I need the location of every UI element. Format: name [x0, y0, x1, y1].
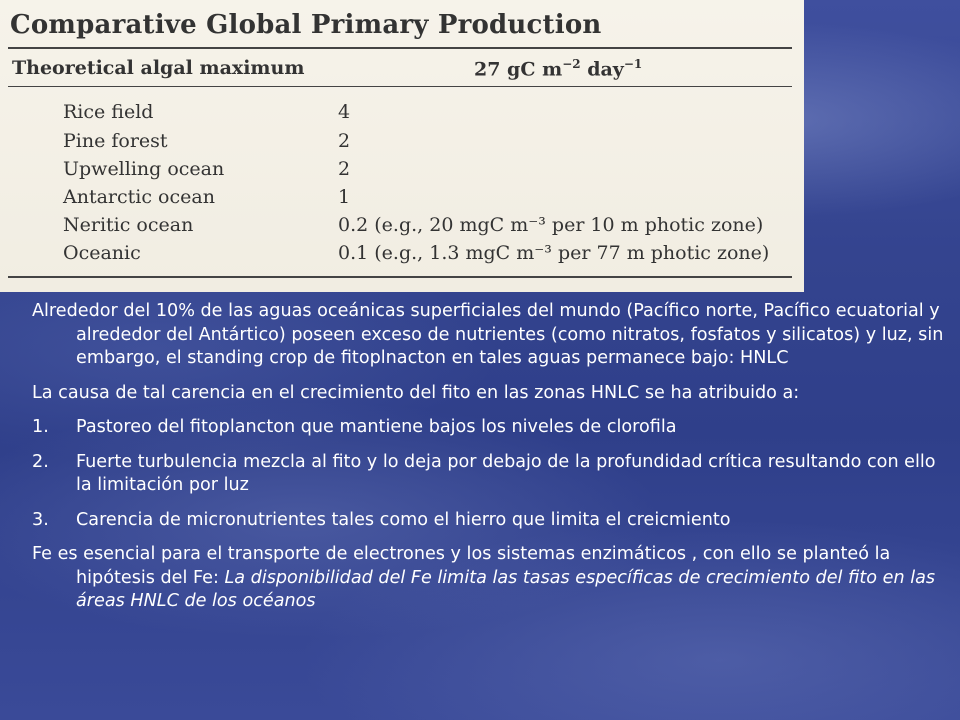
row-value: 0.2 (e.g., 20 mgC m⁻³ per 10 m photic zone): [338, 214, 764, 236]
table-title: Comparative Global Primary Production: [10, 10, 602, 40]
list-number: 2.: [32, 451, 49, 472]
list-item: [32, 509, 944, 533]
list-number: 1.: [32, 417, 49, 437]
header-value-unit: day: [580, 58, 624, 81]
table-row: [0, 130, 800, 154]
table-row: [0, 214, 800, 238]
fe-hypothesis-statement: La disponibilidad del Fe limita las tasas específicas de crecimiento del fito en las áreas HNLC de los océanos: [76, 567, 936, 611]
row-name: Oceanic: [63, 242, 141, 264]
header-value-exponent-1: −2: [562, 57, 581, 71]
list-number: 3.: [32, 509, 49, 530]
table-bottom-rule: [8, 276, 792, 278]
table-row: [0, 242, 800, 266]
paragraph-causes-intro: La causa de tal carencia en el crecimiento del fito en las zonas HNLC se ha atribuido a:: [32, 382, 800, 403]
row-value: 1: [338, 186, 351, 208]
table-header-rule: [8, 86, 792, 87]
table-row: [0, 101, 800, 125]
row-value: 2: [338, 130, 351, 152]
paragraph-fe-hypothesis: [32, 543, 944, 614]
table-header-value: [474, 57, 642, 80]
table-row: [0, 158, 800, 182]
list-text: Pastoreo del fitoplancton que mantiene bajos los niveles de clorofila: [76, 417, 677, 437]
fe-hypothesis-lead: Fe es esencial para el transporte de electrones y los sistemas enzimáticos , con ello se planteó la hipótesis del Fe:: [32, 544, 891, 588]
row-name: Antarctic ocean: [63, 186, 215, 208]
header-value-exponent-2: −1: [623, 57, 643, 71]
header-value-main: 27 gC m: [474, 58, 563, 81]
list-item: [32, 416, 944, 440]
table-top-rule: [8, 47, 792, 49]
table-header-label: Theoretical algal maximum: [12, 57, 305, 79]
row-name: Neritic ocean: [63, 214, 194, 236]
row-name: Rice field: [63, 101, 154, 123]
row-value: 2: [338, 158, 351, 180]
row-value: 4: [338, 101, 351, 123]
row-value: 0.1 (e.g., 1.3 mgC m⁻³ per 77 m photic zone): [338, 242, 770, 264]
row-name: Upwelling ocean: [63, 158, 225, 180]
paragraph-hnlc-intro: Alrededor del 10% de las aguas oceánicas superficiales del mundo (Pacífico norte, Pacífico ecuatorial y alrededor del Antártico) poseen exceso de nutrientes (como nitratos, fosfatos y silicatos) y luz, sin embargo, el standing crop de fitoplnacton en tales aguas permanece bajo: HNLC: [32, 301, 944, 368]
list-item: [32, 451, 944, 498]
table-row: [0, 186, 800, 210]
list-text: Fuerte turbulencia mezcla al fito y lo deja por debajo de la profundidad crítica resultando con ello la limitación por luz: [76, 451, 936, 495]
production-table-image: [0, 0, 804, 292]
row-name: Pine forest: [63, 130, 168, 152]
slide-text: [32, 300, 944, 614]
list-text: Carencia de micronutrientes tales como el hierro que limita el creicmiento: [76, 509, 731, 530]
